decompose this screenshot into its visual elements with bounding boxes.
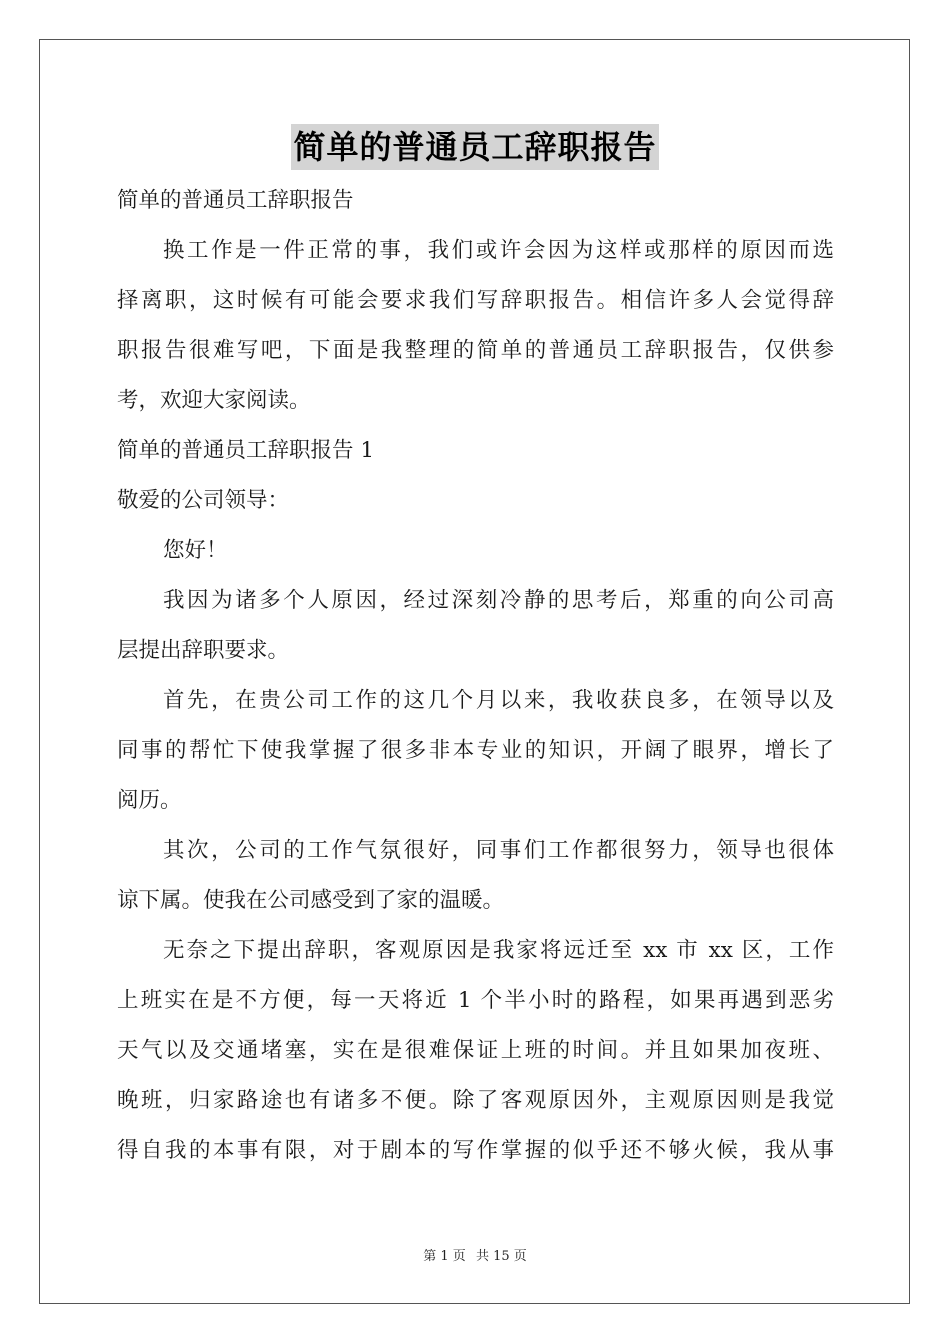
text-line: 阅历。	[117, 788, 182, 813]
text-line: 职报告很难写吧，下面是我整理的简单的普通员工辞职报告，仅供参	[117, 338, 834, 363]
text-line: 择离职，这时候有可能会要求我们写辞职报告。相信许多人会觉得辞	[117, 288, 834, 313]
text-line: 上班实在是不方便，每一天将近 1 个半小时的路程，如果再遇到恶劣	[117, 988, 834, 1013]
text-line: 无奈之下提出辞职，客观原因是我家将远迁至 xx 市 xx 区，工作	[163, 938, 834, 963]
text-line: 得自我的本事有限，对于剧本的写作掌握的似乎还不够火候，我从事	[117, 1138, 834, 1163]
page-total: 共 15 页	[475, 1249, 527, 1264]
page-number: 第 1 页	[423, 1249, 466, 1264]
text-line: 您好！	[163, 538, 228, 563]
text-line: 考，欢迎大家阅读。	[117, 388, 311, 413]
text-line: 换工作是一件正常的事，我们或许会因为这样或那样的原因而选	[163, 238, 834, 263]
page-footer	[0, 1245, 950, 1264]
text-line: 简单的普通员工辞职报告	[117, 188, 354, 213]
document-title: 简单的普通员工辞职报告	[291, 124, 658, 170]
text-line: 谅下属。使我在公司感受到了家的温暖。	[117, 888, 505, 913]
text-line: 层提出辞职要求。	[117, 638, 290, 663]
text-line: 其次，公司的工作气氛很好，同事们工作都很努力，领导也很体	[163, 838, 834, 863]
text-line: 敬爱的公司领导：	[117, 488, 290, 513]
text-line: 简单的普通员工辞职报告 1	[117, 438, 375, 463]
title-container	[0, 124, 950, 170]
text-line: 晚班，归家路途也有诸多不便。除了客观原因外，主观原因则是我觉	[117, 1088, 834, 1113]
text-line: 首先，在贵公司工作的这几个月以来，我收获良多，在领导以及	[163, 688, 834, 713]
document-body	[117, 176, 834, 1176]
text-line: 我因为诸多个人原因，经过深刻冷静的思考后，郑重的向公司高	[163, 588, 834, 613]
text-line: 同事的帮忙下使我掌握了很多非本专业的知识，开阔了眼界，增长了	[117, 738, 834, 763]
text-line: 天气以及交通堵塞，实在是很难保证上班的时间。并且如果加夜班、	[117, 1038, 834, 1063]
